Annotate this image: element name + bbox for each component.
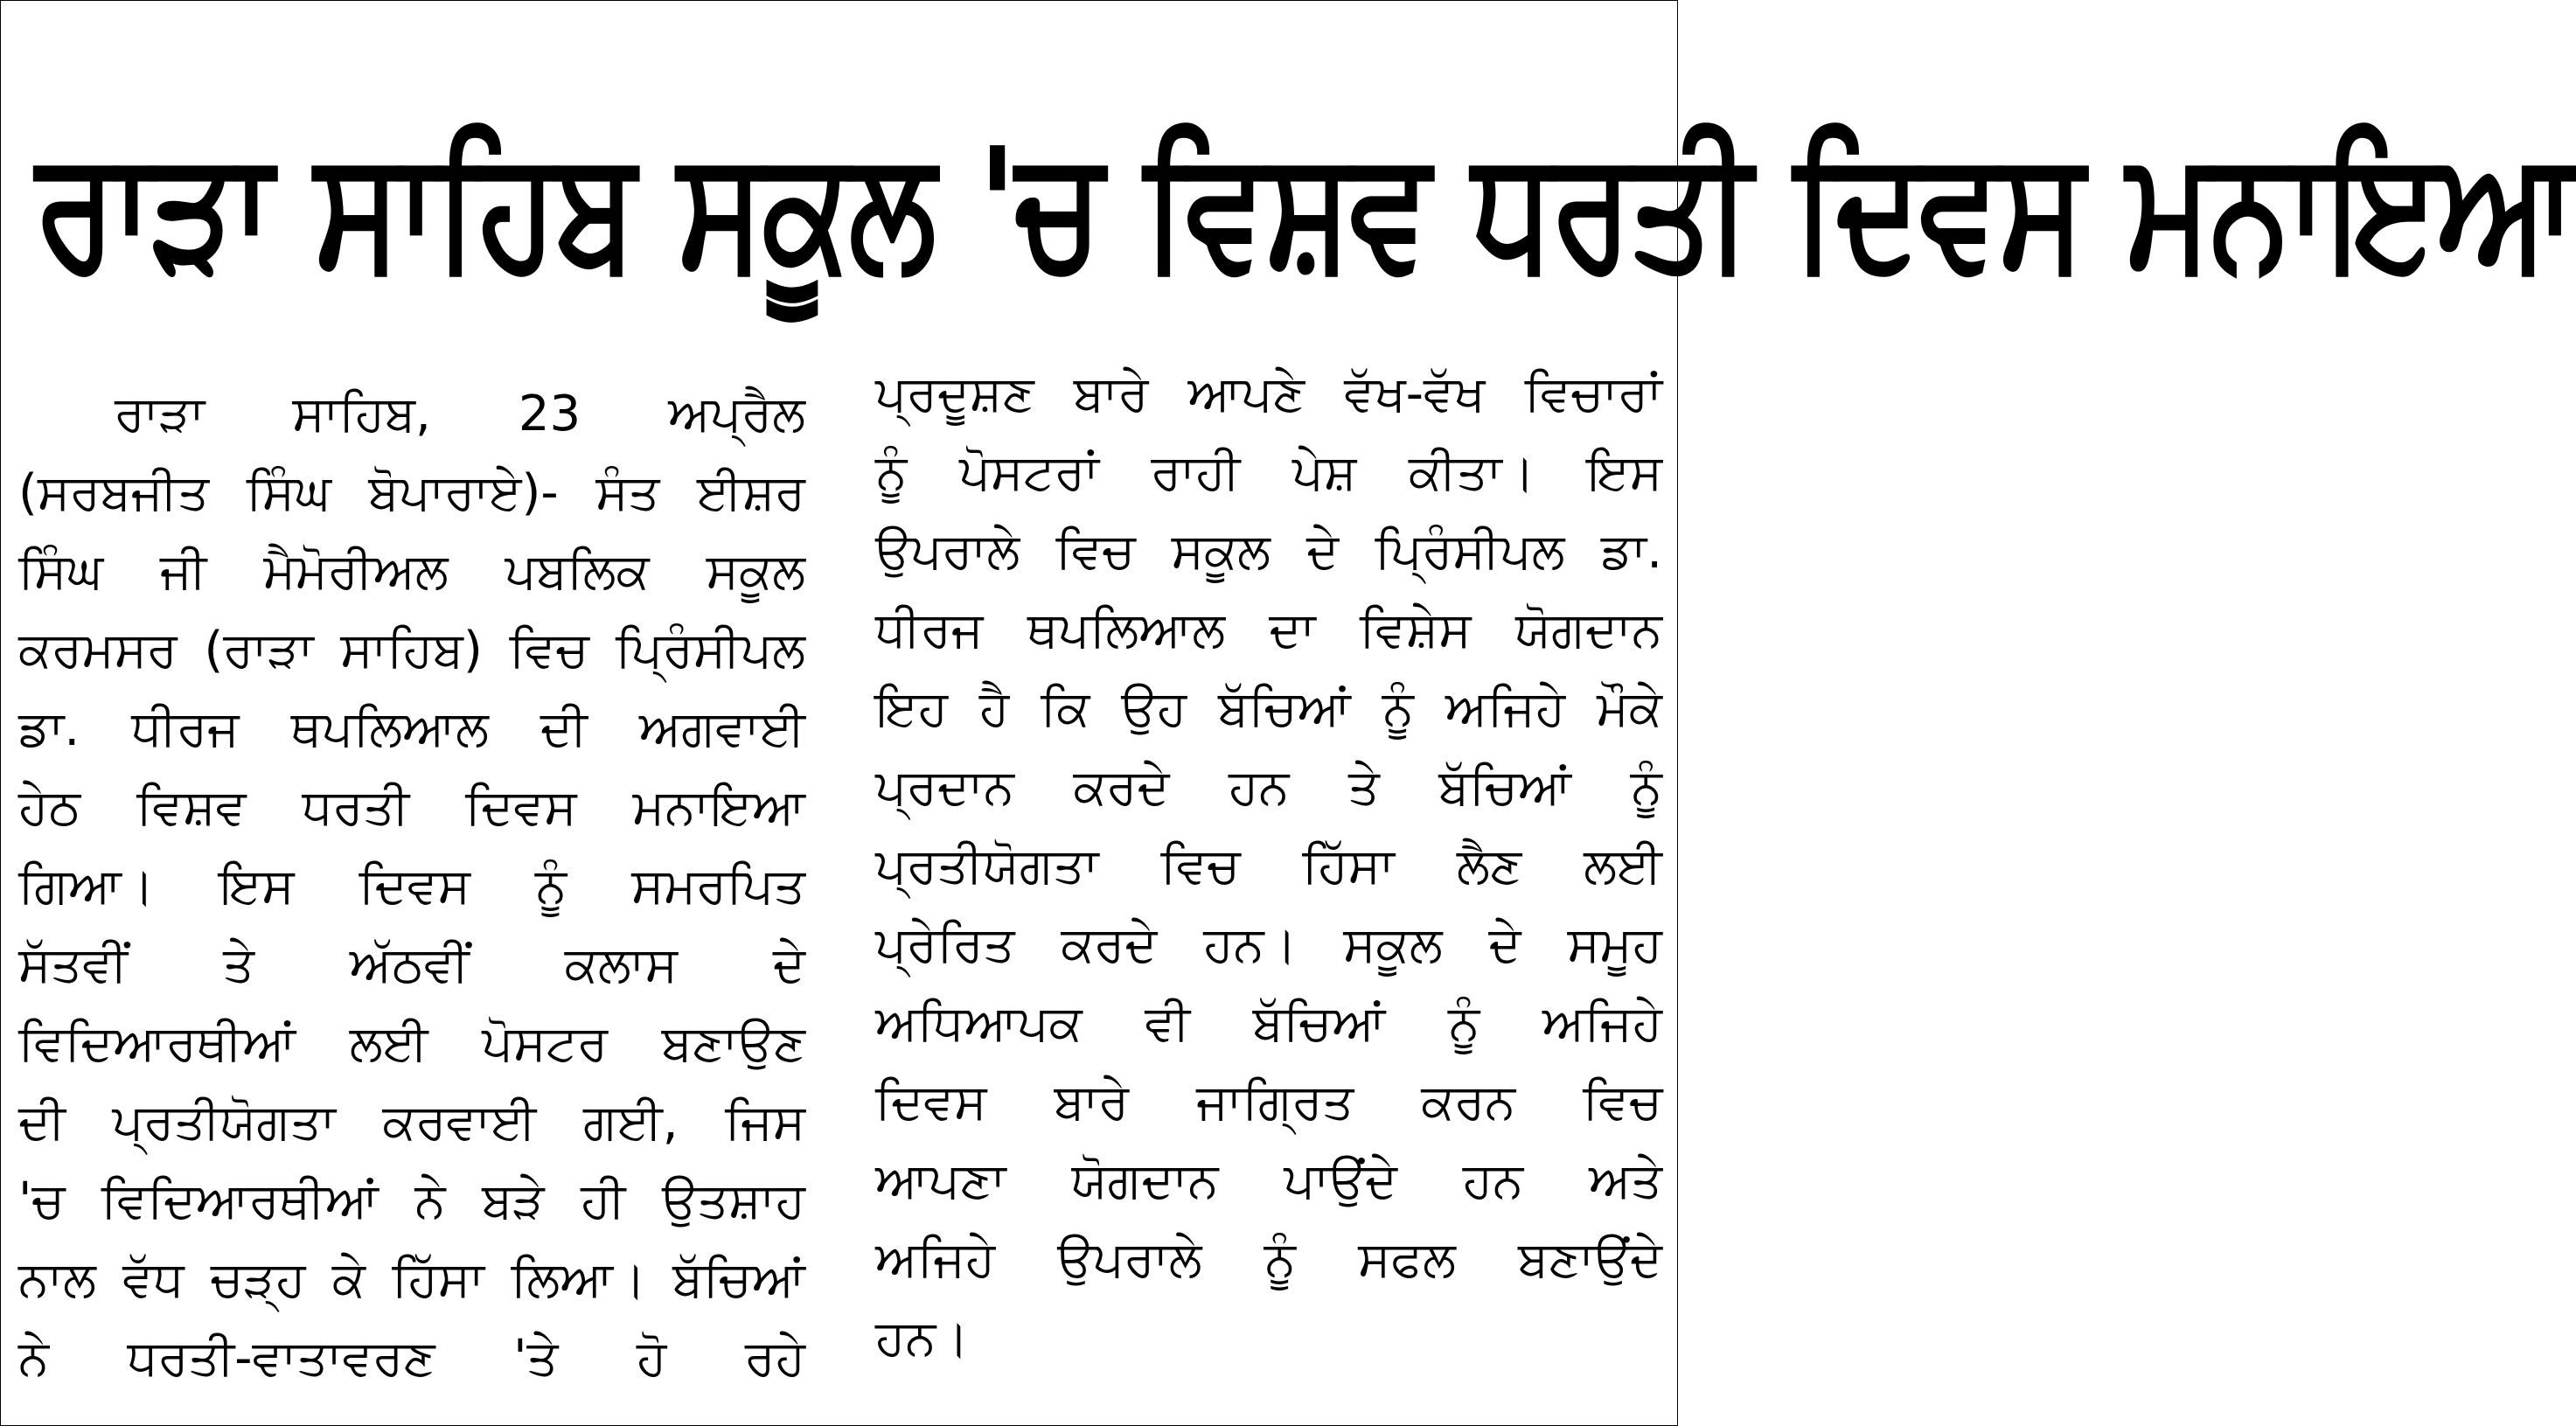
body-line: ਪ੍ਰਤੀਯੋਗਤਾ ਵਿਚ ਹਿੱਸਾ ਲੈਣ ਲਈ xyxy=(875,838,1662,894)
body-line: 'ਚ ਵਿਦਿਆਰਥੀਆਂ ਨੇ ਬੜੇ ਹੀ ਉਤਸ਼ਾਹ xyxy=(18,1172,805,1229)
body-line: (ਸਰਬਜੀਤ ਸਿੰਘ ਬੋਪਾਰਾਏ)- ਸੰਤ ਈਸ਼ਰ xyxy=(18,464,805,521)
body-line: ਸਿੰਘ ਜੀ ਮੈਮੋਰੀਅਲ ਪਬਲਿਕ ਸਕੂਲ xyxy=(18,543,805,600)
body-line: ਉਪਰਾਲੇ ਵਿਚ ਸਕੂਲ ਦੇ ਪ੍ਰਿੰਸੀਪਲ ਡਾ. xyxy=(875,523,1662,580)
body-line: ਧੀਰਜ ਥਪਲਿਆਲ ਦਾ ਵਿਸ਼ੇਸ ਯੋਗਦਾਨ xyxy=(875,602,1662,658)
left-column xyxy=(18,375,805,1398)
body-line: ਰਾੜਾ ਸਾਹਿਬ, 23 ਅਪ੍ਰੈਲ xyxy=(115,386,805,442)
body-line: ਅਧਿਆਪਕ ਵੀ ਬੱਚਿਆਂ ਨੂੰ ਅਜਿਹੇ xyxy=(875,995,1662,1052)
right-column xyxy=(875,355,1662,1378)
body-line: ਨਾਲ ਵੱਧ ਚੜ੍ਹ ਕੇ ਹਿੱਸਾ ਲਿਆ। ਬੱਚਿਆਂ xyxy=(18,1251,805,1308)
body-line: ਪ੍ਰਦੂਸ਼ਣ ਬਾਰੇ ਆਪਣੇ ਵੱਖ-ਵੱਖ ਵਿਚਾਰਾਂ xyxy=(875,365,1662,422)
body-line: ਕਰਮਸਰ (ਰਾੜਾ ਸਾਹਿਬ) ਵਿਚ ਪ੍ਰਿੰਸੀਪਲ xyxy=(18,622,805,678)
body-line: ਵਿਦਿਆਰਥੀਆਂ ਲਈ ਪੋਸਟਰ ਬਣਾਉਣ xyxy=(18,1015,805,1072)
body-line: ਪ੍ਰਦਾਨ ਕਰਦੇ ਹਨ ਤੇ ਬੱਚਿਆਂ ਨੂੰ xyxy=(875,759,1662,816)
body-line: ਸੱਤਵੀਂ ਤੇ ਅੱਠਵੀਂ ਕਲਾਸ ਦੇ xyxy=(18,936,805,993)
body-line: ਗਿਆ। ਇਸ ਦਿਵਸ ਨੂੰ ਸਮਰਪਿਤ xyxy=(18,858,805,915)
body-line: ਨੂੰ ਪੋਸਟਰਾਂ ਰਾਹੀ ਪੇਸ਼ ਕੀਤਾ। ਇਸ xyxy=(875,444,1662,501)
body-line: ਆਪਣਾ ਯੋਗਦਾਨ ਪਾਉਂਦੇ ਹਨ ਅਤੇ xyxy=(875,1152,1662,1209)
body-line: ਅਜਿਹੇ ਉਪਰਾਲੇ ਨੂੰ ਸਫਲ ਬਣਾਉਂਦੇ xyxy=(875,1231,1662,1288)
body-line: ਪ੍ਰੇਰਿਤ ਕਰਦੇ ਹਨ। ਸਕੂਲ ਦੇ ਸਮੂਹ xyxy=(875,916,1662,973)
body-line: ਹਨ। xyxy=(875,1310,970,1367)
headline: ਰਾੜਾ ਸਾਹਿਬ ਸਕੂਲ 'ਚ ਵਿਸ਼ਵ ਧਰਤੀ ਦਿਵਸ ਮਨਾਇਆ xyxy=(36,112,2576,306)
body-line: ਹੇਠ ਵਿਸ਼ਵ ਧਰਤੀ ਦਿਵਸ ਮਨਾਇਆ xyxy=(18,779,805,836)
body-line: ਡਾ. ਧੀਰਜ ਥਪਲਿਆਲ ਦੀ ਅਗਵਾਈ xyxy=(18,700,805,757)
body-line: ਇਹ ਹੈ ਕਿ ਉਹ ਬੱਚਿਆਂ ਨੂੰ ਅਜਿਹੇ ਮੌਕੇ xyxy=(875,680,1662,737)
body-line: ਦਿਵਸ ਬਾਰੇ ਜਾਗ੍ਰਿਤ ਕਰਨ ਵਿਚ xyxy=(875,1074,1662,1130)
body-line: ਦੀ ਪ੍ਰਤੀਯੋਗਤਾ ਕਰਵਾਈ ਗਈ, ਜਿਸ xyxy=(18,1094,805,1151)
body-line: ਨੇ ਧਰਤੀ-ਵਾਤਾਵਰਣ 'ਤੇ ਹੋ ਰਹੇ xyxy=(18,1330,805,1387)
